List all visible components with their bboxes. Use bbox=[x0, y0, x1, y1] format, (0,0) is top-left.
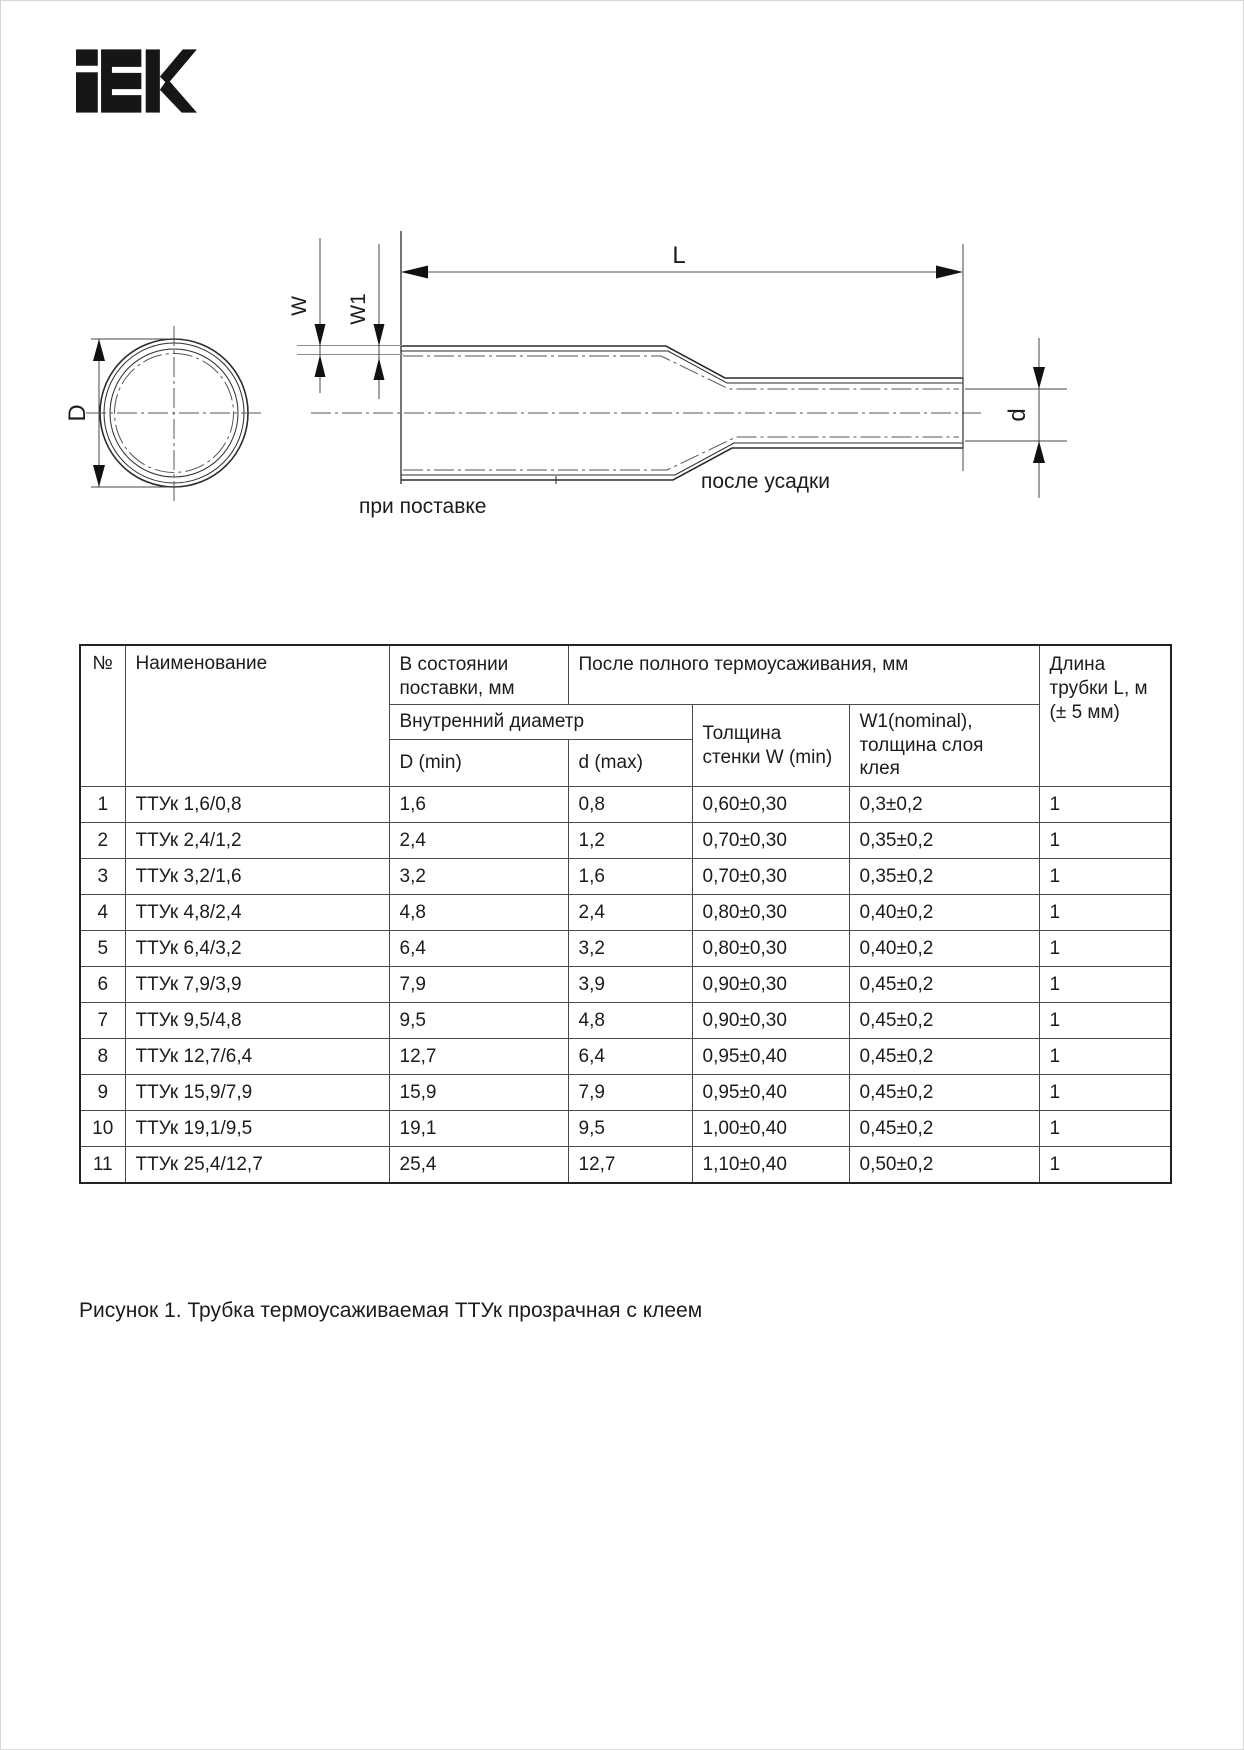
cell-number: 6 bbox=[80, 967, 125, 1003]
cell-wall: 0,95±0,40 bbox=[692, 1075, 849, 1111]
label-d: d bbox=[1004, 408, 1031, 422]
cell-name: ТТУк 12,7/6,4 bbox=[125, 1039, 389, 1075]
cell-name: ТТУк 7,9/3,9 bbox=[125, 967, 389, 1003]
cell-adhesive: 0,35±0,2 bbox=[849, 823, 1039, 859]
table-row bbox=[80, 895, 1171, 931]
table-row bbox=[80, 1075, 1171, 1111]
header-num: № bbox=[80, 645, 125, 787]
cell-d-min: 6,4 bbox=[389, 931, 568, 967]
cell-name: ТТУк 1,6/0,8 bbox=[125, 787, 389, 823]
table-row bbox=[80, 1111, 1171, 1147]
cell-d-min: 19,1 bbox=[389, 1111, 568, 1147]
dimension-W bbox=[288, 238, 403, 393]
cell-name: ТТУк 6,4/3,2 bbox=[125, 931, 389, 967]
header-length: Длина трубки L, м (± 5 мм) bbox=[1039, 645, 1171, 787]
spec-table-header bbox=[80, 645, 1171, 787]
side-view bbox=[311, 231, 981, 484]
cell-adhesive: 0,3±0,2 bbox=[849, 787, 1039, 823]
cell-d-max: 1,2 bbox=[568, 823, 692, 859]
cell-d-max: 6,4 bbox=[568, 1039, 692, 1075]
cell-d-max: 2,4 bbox=[568, 895, 692, 931]
cell-name: ТТУк 4,8/2,4 bbox=[125, 895, 389, 931]
cell-number: 2 bbox=[80, 823, 125, 859]
cell-length: 1 bbox=[1039, 823, 1171, 859]
cell-d-max: 12,7 bbox=[568, 1147, 692, 1184]
cell-wall: 0,80±0,30 bbox=[692, 931, 849, 967]
cell-length: 1 bbox=[1039, 1147, 1171, 1184]
cell-length: 1 bbox=[1039, 931, 1171, 967]
cell-d-max: 9,5 bbox=[568, 1111, 692, 1147]
cell-adhesive: 0,40±0,2 bbox=[849, 931, 1039, 967]
cell-adhesive: 0,45±0,2 bbox=[849, 1075, 1039, 1111]
label-W1: W1 bbox=[347, 293, 370, 325]
cell-length: 1 bbox=[1039, 787, 1171, 823]
label-as-supplied: при поставке bbox=[359, 495, 487, 518]
cell-wall: 0,70±0,30 bbox=[692, 859, 849, 895]
cell-number: 8 bbox=[80, 1039, 125, 1075]
spec-table-body bbox=[80, 787, 1171, 1184]
header-supplied: В состоянии поставки, мм bbox=[389, 645, 568, 705]
cell-wall: 0,95±0,40 bbox=[692, 1039, 849, 1075]
cell-d-min: 25,4 bbox=[389, 1147, 568, 1184]
cell-d-min: 3,2 bbox=[389, 859, 568, 895]
cell-adhesive: 0,45±0,2 bbox=[849, 1003, 1039, 1039]
cell-name: ТТУк 15,9/7,9 bbox=[125, 1075, 389, 1111]
header-name: Наименование bbox=[125, 645, 389, 787]
cell-name: ТТУк 9,5/4,8 bbox=[125, 1003, 389, 1039]
cell-length: 1 bbox=[1039, 859, 1171, 895]
cell-d-min: 4,8 bbox=[389, 895, 568, 931]
table-row bbox=[80, 967, 1171, 1003]
cell-d-max: 7,9 bbox=[568, 1075, 692, 1111]
cell-number: 11 bbox=[80, 1147, 125, 1184]
cell-number: 5 bbox=[80, 931, 125, 967]
header-adhesive: W1(nominal), толщина слоя клея bbox=[849, 705, 1039, 787]
cell-length: 1 bbox=[1039, 1111, 1171, 1147]
cell-length: 1 bbox=[1039, 1003, 1171, 1039]
cell-number: 4 bbox=[80, 895, 125, 931]
table-row bbox=[80, 931, 1171, 967]
table-row bbox=[80, 1039, 1171, 1075]
cell-length: 1 bbox=[1039, 1075, 1171, 1111]
label-after-shrink: после усадки bbox=[701, 470, 830, 493]
table-row bbox=[80, 787, 1171, 823]
header-inner-diameter: Внутренний диаметр bbox=[389, 705, 692, 740]
cell-name: ТТУк 25,4/12,7 bbox=[125, 1147, 389, 1184]
cell-number: 3 bbox=[80, 859, 125, 895]
label-L: L bbox=[672, 242, 686, 269]
figure-caption: Рисунок 1. Трубка термоусаживаемая ТТУк прозрачная с клеем bbox=[79, 1299, 703, 1322]
cell-d-min: 12,7 bbox=[389, 1039, 568, 1075]
cell-number: 9 bbox=[80, 1075, 125, 1111]
cell-name: ТТУк 3,2/1,6 bbox=[125, 859, 389, 895]
cell-d-max: 4,8 bbox=[568, 1003, 692, 1039]
cell-wall: 0,90±0,30 bbox=[692, 967, 849, 1003]
cell-d-min: 2,4 bbox=[389, 823, 568, 859]
cell-wall: 0,90±0,30 bbox=[692, 1003, 849, 1039]
cell-wall: 0,60±0,30 bbox=[692, 787, 849, 823]
cell-length: 1 bbox=[1039, 1039, 1171, 1075]
cell-d-max: 1,6 bbox=[568, 859, 692, 895]
cell-d-min: 15,9 bbox=[389, 1075, 568, 1111]
table-row bbox=[80, 1147, 1171, 1184]
cross-section-view bbox=[86, 326, 263, 501]
cell-adhesive: 0,40±0,2 bbox=[849, 895, 1039, 931]
table-row bbox=[80, 859, 1171, 895]
dimension-d bbox=[965, 338, 1067, 498]
cell-d-max: 3,2 bbox=[568, 931, 692, 967]
cell-wall: 1,00±0,40 bbox=[692, 1111, 849, 1147]
cell-name: ТТУк 2,4/1,2 bbox=[125, 823, 389, 859]
dimension-W1 bbox=[347, 244, 385, 399]
cell-adhesive: 0,45±0,2 bbox=[849, 1039, 1039, 1075]
cell-length: 1 bbox=[1039, 967, 1171, 1003]
cell-d-max: 3,9 bbox=[568, 967, 692, 1003]
label-D: D bbox=[64, 404, 91, 422]
figure-drawing bbox=[1, 181, 1244, 521]
cell-number: 7 bbox=[80, 1003, 125, 1039]
cell-wall: 0,80±0,30 bbox=[692, 895, 849, 931]
iek-logo bbox=[76, 49, 198, 113]
cell-length: 1 bbox=[1039, 895, 1171, 931]
header-d-max: d (max) bbox=[568, 740, 692, 787]
cell-number: 10 bbox=[80, 1111, 125, 1147]
cell-d-min: 1,6 bbox=[389, 787, 568, 823]
cell-wall: 0,70±0,30 bbox=[692, 823, 849, 859]
table-row bbox=[80, 823, 1171, 859]
table-row bbox=[80, 1003, 1171, 1039]
label-W: W bbox=[288, 296, 311, 316]
cell-d-max: 0,8 bbox=[568, 787, 692, 823]
cell-d-min: 7,9 bbox=[389, 967, 568, 1003]
cell-wall: 1,10±0,40 bbox=[692, 1147, 849, 1184]
spec-table bbox=[79, 644, 1172, 1184]
header-after-shrink: После полного термоусаживания, мм bbox=[568, 645, 1039, 705]
cell-adhesive: 0,50±0,2 bbox=[849, 1147, 1039, 1184]
header-d-min: D (min) bbox=[389, 740, 568, 787]
cell-number: 1 bbox=[80, 787, 125, 823]
cell-name: ТТУк 19,1/9,5 bbox=[125, 1111, 389, 1147]
cell-d-min: 9,5 bbox=[389, 1003, 568, 1039]
cell-adhesive: 0,35±0,2 bbox=[849, 859, 1039, 895]
cell-adhesive: 0,45±0,2 bbox=[849, 1111, 1039, 1147]
header-wall: Толщина стенки W (min) bbox=[692, 705, 849, 787]
cell-adhesive: 0,45±0,2 bbox=[849, 967, 1039, 1003]
